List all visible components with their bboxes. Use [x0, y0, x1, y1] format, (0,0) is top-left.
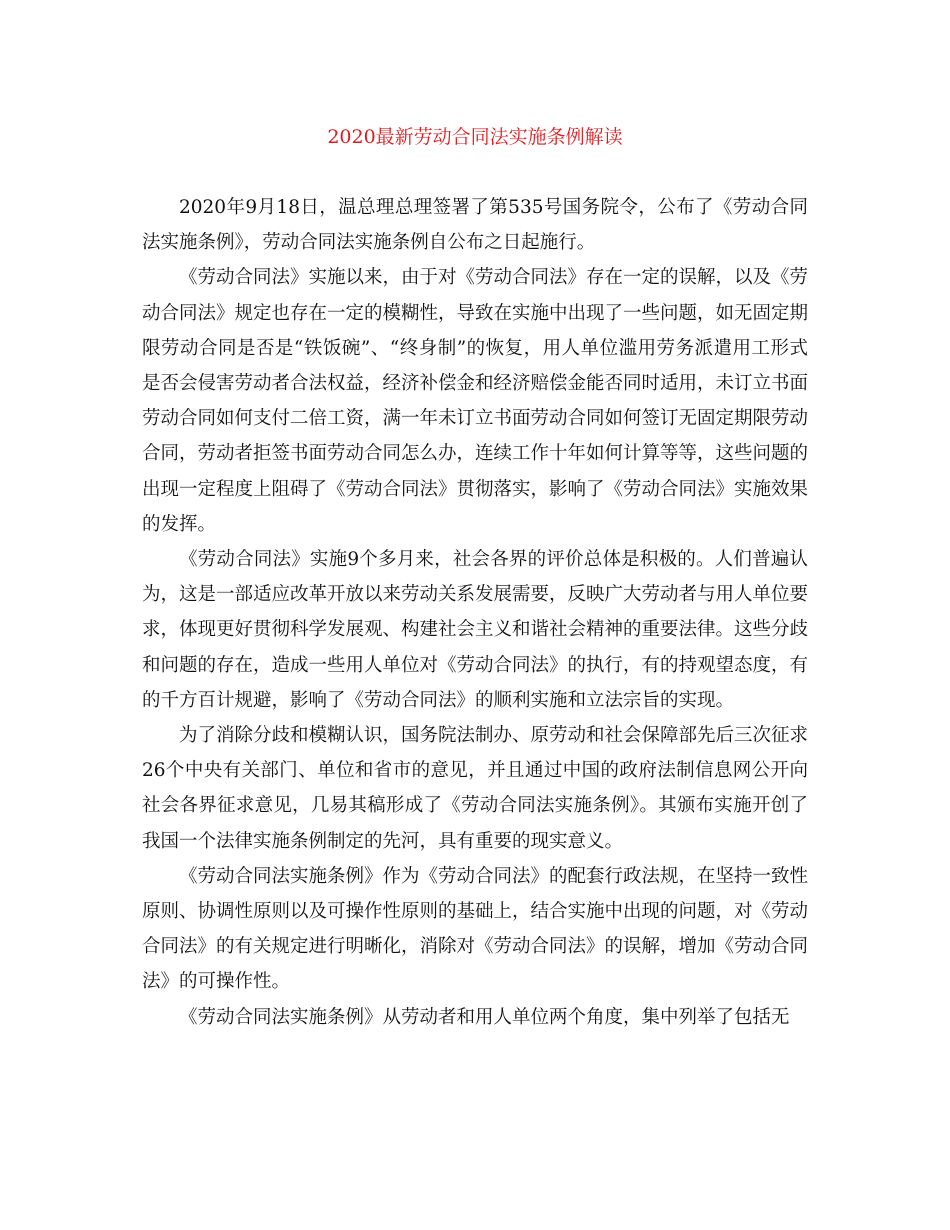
paragraph: 《劳动合同法》实施9个多月来，社会各界的评价总体是积极的。人们普遍认为，这是一部适应改革开放以来劳动关系发展需要，反映广大劳动者与用人单位要求，体现更好贯彻科学发展观、构建社会主义和谐社会精神的重要法律。这些分歧和问题的存在，造成一些用人单位对《劳动合同法》的执行，有的持观望态度，有的千方百计规避，影响了《劳动合同法》的顺利实施和立法宗旨的实现。: [142, 549, 809, 711]
document-title: 2020最新劳动合同法实施条例解读: [327, 126, 623, 148]
paragraph: 《劳动合同法实施条例》作为《劳动合同法》的配套行政法规，在坚持一致性原则、协调性原则以及可操作性原则的基础上，结合实施中出现的问题，对《劳动合同法》的有关规定进行明晰化，消除对《劳动合同法》的误解，增加《劳动合同法》的可操作性。: [142, 865, 809, 993]
paragraph: 《劳动合同法》实施以来，由于对《劳动合同法》存在一定的误解，以及《劳动合同法》规定也存在一定的模糊性，导致在实施中出现了一些问题，如无固定期限劳动合同是否是“铁饭碗”、“终身制”的恢复，用人单位滥用劳务派遣用工形式是否会侵害劳动者合法权益，经济补偿金和经济赔偿金能否同时适用，未订立书面劳动合同如何支付二倍工资，满一年未订立书面劳动合同如何签订无固定期限劳动合同，劳动者拒签书面劳动合同怎么办，连续工作十年如何计算等等，这些问题的出现一定程度上阻碍了《劳动合同法》贯彻落实，影响了《劳动合同法》实施效果的发挥。: [142, 267, 809, 535]
paragraph: 2020年9月18日，温总理总理签署了第535号国务院令，公布了《劳动合同法实施条例》，劳动合同法实施条例自公布之日起施行。: [142, 197, 808, 254]
paragraph: 为了消除分歧和模糊认识，国务院法制办、原劳动和社会保障部先后三次征求26个中央有关部门、单位和省市的意见，并且通过中国的政府法制信息网公开向社会各界征求意见，几易其稿形成了《劳动合同法实施条例》。其颁布实施开创了我国一个法律实施条例制定的先河，具有重要的现实意义。: [142, 725, 809, 852]
document-body: [142, 190, 808, 1035]
paragraph: 《劳动合同法实施条例》从劳动者和用人单位两个角度，集中列举了包括无: [179, 1006, 790, 1028]
